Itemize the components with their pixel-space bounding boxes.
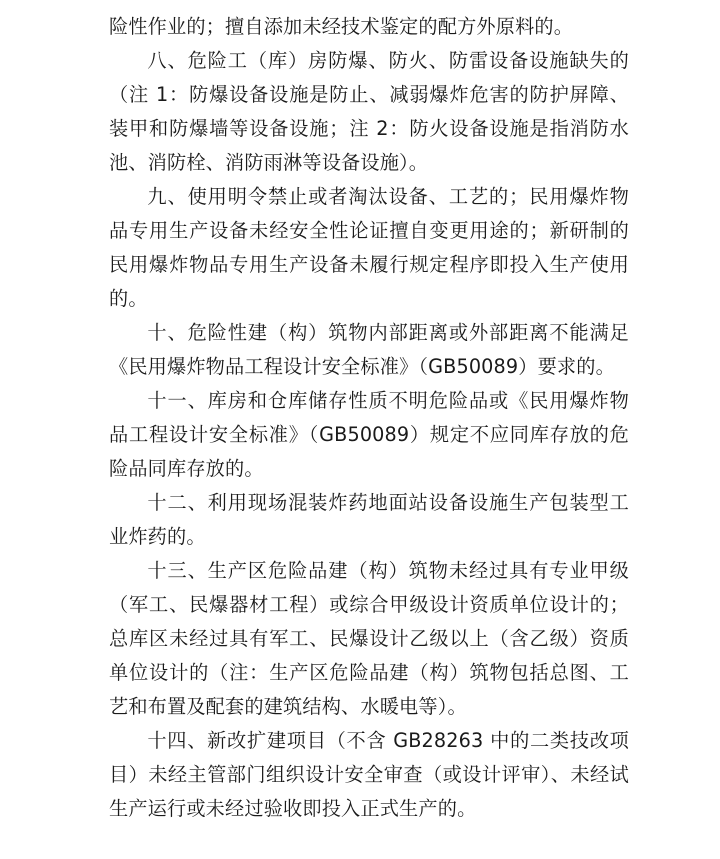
paragraph-item-10: 十、危险性建（构）筑物内部距离或外部距离不能满足《民用爆炸物品工程设计安全标准》（GB50089）要求的。 [109,321,629,378]
paragraph-item-9: 九、使用明令禁止或者淘汰设备、工艺的；民用爆炸物品专用生产设备未经安全性论证擅自变更用途的；新研制的民用爆炸物品专用生产设备未履行规定程序即投入生产使用的。 [109,185,629,310]
paragraph-item-8: 八、危险工（库）房防爆、防火、防雷设备设施缺失的（注 1：防爆设备设施是防止、减弱爆炸危害的防护屏障、装甲和防爆墙等设备设施；注 2：防火设备设施是指消防水池、消防栓、消防雨淋等设备设施）。 [109,49,629,174]
paragraph-item-11: 十一、库房和仓库储存性质不明危险品或《民用爆炸物品工程设计安全标准》（GB50089）规定不应同库存放的危险品同库存放的。 [109,389,629,480]
paragraph-item-14: 十四、新改扩建项目（不含 GB28263 中的二类技改项目）未经主管部门组织设计安全审查（或设计评审）、未经试生产运行或未经过验收即投入正式生产的。 [109,729,629,820]
paragraph-item-12: 十二、利用现场混装炸药地面站设备设施生产包装型工业炸药的。 [109,491,629,548]
paragraph-item-7-continuation: 险性作业的；擅自添加未经技术鉴定的配方外原料的。 [109,15,574,38]
document-body [109,10,629,826]
paragraph-item-13: 十三、生产区危险品建（构）筑物未经过具有专业甲级（军工、民爆器材工程）或综合甲级设计资质单位设计的；总库区未经过具有军工、民爆设计乙级以上（含乙级）资质单位设计的（注：生产区危险品建（构）筑物包括总图、工艺和布置及配套的建筑结构、水暖电等）。 [109,559,629,718]
